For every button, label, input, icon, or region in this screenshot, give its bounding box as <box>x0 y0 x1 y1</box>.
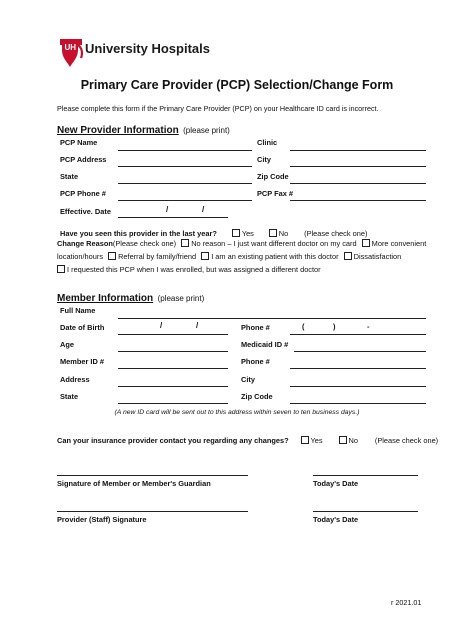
clinic-label: Clinic <box>257 138 278 147</box>
pcp-phone-label: PCP Phone # <box>60 189 106 198</box>
seen-no-checkbox[interactable] <box>269 229 277 237</box>
member-id-field[interactable] <box>118 368 228 369</box>
provider-signature-field[interactable] <box>57 511 248 512</box>
phone-paren-close: ) <box>333 322 336 331</box>
reason-assigned-different-label: I requested this PCP when I was enrolled, but was assigned a different doctor <box>67 265 321 274</box>
provider-state-field[interactable] <box>118 183 252 184</box>
provider-city-field[interactable] <box>290 166 426 167</box>
effective-date-label: Effective. Date <box>60 207 111 216</box>
effective-date-field[interactable] <box>118 217 228 218</box>
effective-date-slash-2: / <box>202 205 205 214</box>
member-phone-field[interactable] <box>290 334 426 335</box>
reason-no-reason-label: No reason – I just want different doctor on my card <box>191 239 357 248</box>
reason-referral-checkbox[interactable] <box>108 252 116 260</box>
reason-convenient-label-a: More convenient <box>371 239 427 248</box>
member-phone2-field[interactable] <box>290 368 426 369</box>
medicaid-field[interactable] <box>294 351 426 352</box>
member-city-label: City <box>241 375 255 384</box>
pcp-name-field[interactable] <box>118 150 252 151</box>
uh-logo-mark <box>56 36 88 68</box>
member-heading <box>57 288 204 306</box>
change-reason-row-3 <box>57 265 321 274</box>
member-state-label: State <box>60 392 79 401</box>
uh-logo <box>56 36 256 68</box>
contact-row <box>57 430 438 448</box>
member-note: (please print) <box>157 294 205 303</box>
provider-zip-field[interactable] <box>290 183 426 184</box>
new-provider-heading <box>57 120 230 138</box>
uh-logo-letters: UH <box>64 43 77 52</box>
effective-date-slash-1: / <box>166 205 169 214</box>
pcp-phone-field[interactable] <box>118 200 252 201</box>
contact-yes-label: Yes <box>310 436 323 445</box>
reason-dissatisfaction-label: Dissatisfaction <box>353 252 402 261</box>
contact-no-label: No <box>348 436 358 445</box>
pcp-address-label: PCP Address <box>60 155 107 164</box>
revision-code: r 2021.01 <box>391 598 422 607</box>
member-signature-field[interactable] <box>57 475 248 476</box>
clinic-field[interactable] <box>290 150 426 151</box>
member-signature-label: Signature of Member or Member's Guardian <box>57 479 211 488</box>
member-id-label: Member ID # <box>60 357 104 366</box>
form-intro: Please complete this form if the Primary Care Provider (PCP) on your Healthcare ID card is incorrect. <box>57 104 379 113</box>
reason-existing-patient-checkbox[interactable] <box>201 252 209 260</box>
member-phone-label: Phone # <box>241 323 270 332</box>
change-reason-note: (Please check one) <box>112 239 177 248</box>
pcp-name-label: PCP Name <box>60 138 98 147</box>
provider-date-label: Today's Date <box>313 515 359 524</box>
member-date-label: Today's Date <box>313 479 359 488</box>
id-card-note: (A new ID card will be sent out to this address within seven to ten business days.) <box>114 409 360 416</box>
pcp-fax-label: PCP Fax # <box>257 189 294 198</box>
age-label: Age <box>60 340 74 349</box>
dob-label: Date of Birth <box>60 323 105 332</box>
reason-referral-label: Referral by family/friend <box>118 252 197 261</box>
full-name-label: Full Name <box>60 306 96 315</box>
member-heading-text: Member Information <box>57 293 154 304</box>
reason-no-reason-checkbox[interactable] <box>181 239 189 247</box>
contact-question: Can your insurance provider contact you regarding any changes? <box>57 436 289 445</box>
change-reason-row-1 <box>57 239 426 248</box>
seen-provider-question: Have you seen this provider in the last year? <box>60 229 217 238</box>
seen-yes-label: Yes <box>241 229 254 238</box>
full-name-field[interactable] <box>118 318 426 319</box>
member-address-field[interactable] <box>118 386 228 387</box>
dob-field[interactable] <box>118 334 228 335</box>
member-phone2-label: Phone # <box>241 357 270 366</box>
reason-assigned-different-checkbox[interactable] <box>57 265 65 273</box>
member-zip-label: Zip Code <box>241 392 273 401</box>
member-date-field[interactable] <box>313 475 418 476</box>
provider-date-field[interactable] <box>313 511 418 512</box>
provider-state-label: State <box>60 172 79 181</box>
pcp-fax-field[interactable] <box>290 200 426 201</box>
contact-check-one: (Please check one) <box>374 436 439 445</box>
member-address-label: Address <box>60 375 90 384</box>
dob-slash-2: / <box>196 321 199 330</box>
seen-check-one: (Please check one) <box>304 229 368 238</box>
change-reason-label: Change Reason <box>57 239 113 248</box>
age-field[interactable] <box>118 351 228 352</box>
change-reason-row-2 <box>57 252 401 261</box>
reason-existing-patient-label: I am an existing patient with this doctor <box>211 252 339 261</box>
new-provider-note: (please print) <box>183 126 230 135</box>
new-provider-heading-text: New Provider Information <box>57 125 179 136</box>
contact-no-checkbox[interactable] <box>339 436 347 444</box>
pcp-address-field[interactable] <box>118 166 252 167</box>
phone-dash: - <box>367 322 370 331</box>
medicaid-label: Medicaid ID # <box>241 340 289 349</box>
seen-yes-checkbox[interactable] <box>232 229 240 237</box>
provider-zip-label: Zip Code <box>257 172 289 181</box>
org-name: University Hospitals <box>85 41 210 56</box>
form-title: Primary Care Provider (PCP) Selection/Change Form <box>80 78 394 92</box>
member-zip-field[interactable] <box>290 403 426 404</box>
provider-signature-label: Provider (Staff) Signature <box>57 515 147 524</box>
reason-convenient-label-b: location/hours <box>57 252 104 261</box>
provider-city-label: City <box>257 155 271 164</box>
reason-convenient-checkbox[interactable] <box>362 239 370 247</box>
member-city-field[interactable] <box>290 386 426 387</box>
contact-yes-checkbox[interactable] <box>301 436 309 444</box>
reason-dissatisfaction-checkbox[interactable] <box>344 252 352 260</box>
member-state-field[interactable] <box>118 403 228 404</box>
phone-paren-open: ( <box>302 322 305 331</box>
dob-slash-1: / <box>160 321 163 330</box>
seen-no-label: No <box>278 229 289 238</box>
